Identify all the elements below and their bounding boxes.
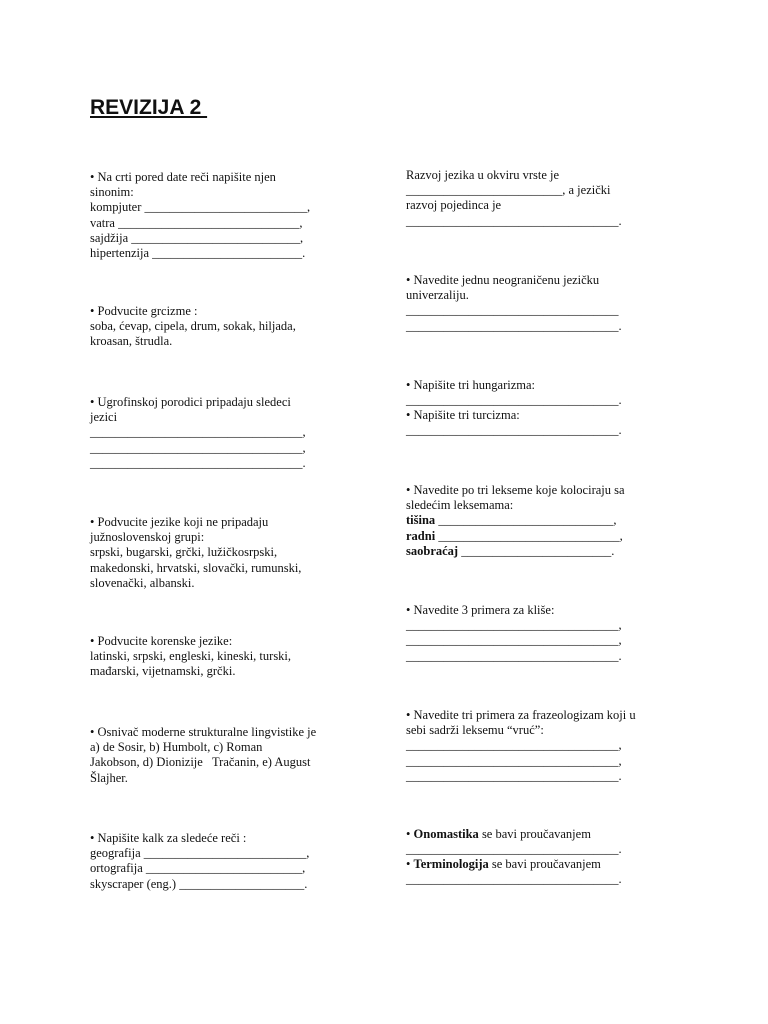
- text-line: a) de Sosir, b) Humbolt, c) Roman: [90, 740, 263, 755]
- text-line: __________________________________,: [406, 753, 622, 768]
- question-cliches: [406, 603, 622, 664]
- question-finno-ugric: [90, 395, 306, 471]
- collocation-row-radni: [406, 529, 625, 544]
- text-line: skyscraper (eng.) ____________________.: [90, 876, 308, 891]
- text-line: južnoslovenskoj grupi:: [90, 530, 205, 545]
- answer-blank: ____________________________,: [435, 513, 617, 528]
- text-line: geografija __________________________,: [90, 846, 310, 861]
- text-line: • Navedite jednu neograničenu jezičku: [406, 273, 600, 287]
- question-phraseologisms: [406, 708, 636, 784]
- answer-blank: _____________________________,: [435, 528, 623, 543]
- text-line: razvoj pojedinca je: [406, 198, 502, 213]
- terminology-line: [406, 857, 622, 872]
- text-line: makedonski, hrvatski, slovački, rumunski,: [90, 560, 302, 575]
- collocations-intro-line: • Navedite po tri lekseme koje kolociraju sa: [406, 483, 625, 497]
- text-line: slovenački, albanski.: [90, 575, 195, 590]
- text-line: __________________________________,: [90, 440, 306, 455]
- question-universal: [406, 273, 622, 334]
- text-line: latinski, srpski, engleski, kineski, turski,: [90, 649, 292, 664]
- text-line: • Napišite tri turcizma:: [406, 408, 520, 422]
- term-onomastika: Onomastika: [413, 827, 479, 841]
- text-line: • Osnivač moderne strukturalne lingvistike je: [90, 725, 317, 739]
- text-line: __________________________________.: [406, 393, 622, 408]
- text-line: • Napišite kalk za sledeće reči :: [90, 831, 247, 845]
- text-line: • Podvucite jezike koji ne pripadaju: [90, 515, 269, 529]
- lexeme-word: tišina: [406, 513, 436, 528]
- question-language-development: [406, 168, 622, 229]
- term-terminologija: Terminologija: [413, 857, 489, 871]
- question-onomastics: [406, 827, 622, 857]
- text-line: __________________________________.: [406, 768, 622, 783]
- text-line: jezici: [90, 410, 118, 425]
- text-line: vatra _____________________________,: [90, 215, 303, 230]
- onomastics-line: [406, 827, 622, 842]
- collocations-intro-line: sledećim leksemama:: [406, 498, 514, 513]
- text-line: __________________________________.: [90, 455, 306, 470]
- text-line: soba, ćevap, cipela, drum, sokak, hiljada,: [90, 319, 296, 334]
- text-line: • Podvucite korenske jezike:: [90, 634, 233, 648]
- answer-blank: __________________________________.: [406, 872, 622, 887]
- question-turcisms: [406, 408, 622, 438]
- text-line: Šlajher.: [90, 770, 128, 785]
- text-line: • Navedite tri primera za frazeologizam koji u: [406, 708, 636, 722]
- text-line: sebi sadrži leksemu “vruć”:: [406, 723, 544, 738]
- text-line: __________________________________,: [406, 738, 622, 753]
- bullet: •: [406, 827, 414, 841]
- question-structural-linguistics: [90, 725, 316, 786]
- bullet: •: [406, 857, 414, 871]
- text-line: __________________________________.: [406, 648, 622, 663]
- text-line: srpski, bugarski, grčki, lužičkosrpski,: [90, 545, 278, 560]
- question-grecisms: [90, 304, 296, 350]
- text-line: sinonim:: [90, 185, 134, 200]
- question-collocations: [406, 483, 625, 559]
- page-title: REVIZIJA 2: [90, 96, 208, 119]
- text-line: mađarski, vijetnamski, grčki.: [90, 664, 236, 679]
- text-line: __________________________________: [406, 303, 619, 318]
- text-line: kompjuter __________________________,: [90, 200, 311, 215]
- text-line: __________________________________.: [406, 213, 622, 228]
- question-terminology: [406, 857, 622, 887]
- term-description: se bavi proučavanjem: [478, 827, 591, 841]
- text-line: _________________________, a jezički: [406, 183, 611, 198]
- text-line: ortografija _________________________,: [90, 861, 306, 876]
- term-description: se bavi proučavanjem: [488, 857, 601, 871]
- question-root-languages: [90, 634, 291, 680]
- text-line: univerzaliju.: [406, 288, 469, 303]
- text-line: Jakobson, d) Dionizije Tračanin, e) August: [90, 755, 311, 770]
- text-line: • Ugrofinskoj porodici pripadaju sledeci: [90, 395, 291, 409]
- text-line: __________________________________.: [406, 423, 622, 438]
- lexeme-word: saobraćaj: [406, 543, 459, 558]
- collocation-row-saobracaj: [406, 544, 625, 559]
- question-calques: [90, 831, 309, 892]
- question-south-slavic: [90, 515, 301, 591]
- text-line: • Na crti pored date reči napišite njen: [90, 170, 276, 184]
- text-line: • Navedite 3 primera za kliše:: [406, 603, 555, 617]
- question-hungarisms: [406, 378, 622, 408]
- text-line: __________________________________,: [406, 633, 622, 648]
- text-line: __________________________________,: [406, 618, 622, 633]
- collocation-row-tisina: [406, 513, 625, 528]
- text-line: sajdžija ___________________________,: [90, 230, 304, 245]
- answer-blank: ________________________.: [458, 543, 615, 558]
- text-line: kroasan, štrudla.: [90, 334, 173, 349]
- text-line: __________________________________.: [406, 318, 622, 333]
- text-line: hipertenzija ________________________.: [90, 246, 306, 261]
- question-synonyms: [90, 170, 310, 261]
- text-line: • Podvucite grcizme :: [90, 304, 198, 318]
- text-line: • Napišite tri hungarizma:: [406, 378, 535, 392]
- text-line: __________________________________,: [90, 425, 306, 440]
- lexeme-word: radni: [406, 528, 436, 543]
- text-line: Razvoj jezika u okviru vrste je: [406, 168, 560, 182]
- answer-blank: __________________________________.: [406, 842, 622, 857]
